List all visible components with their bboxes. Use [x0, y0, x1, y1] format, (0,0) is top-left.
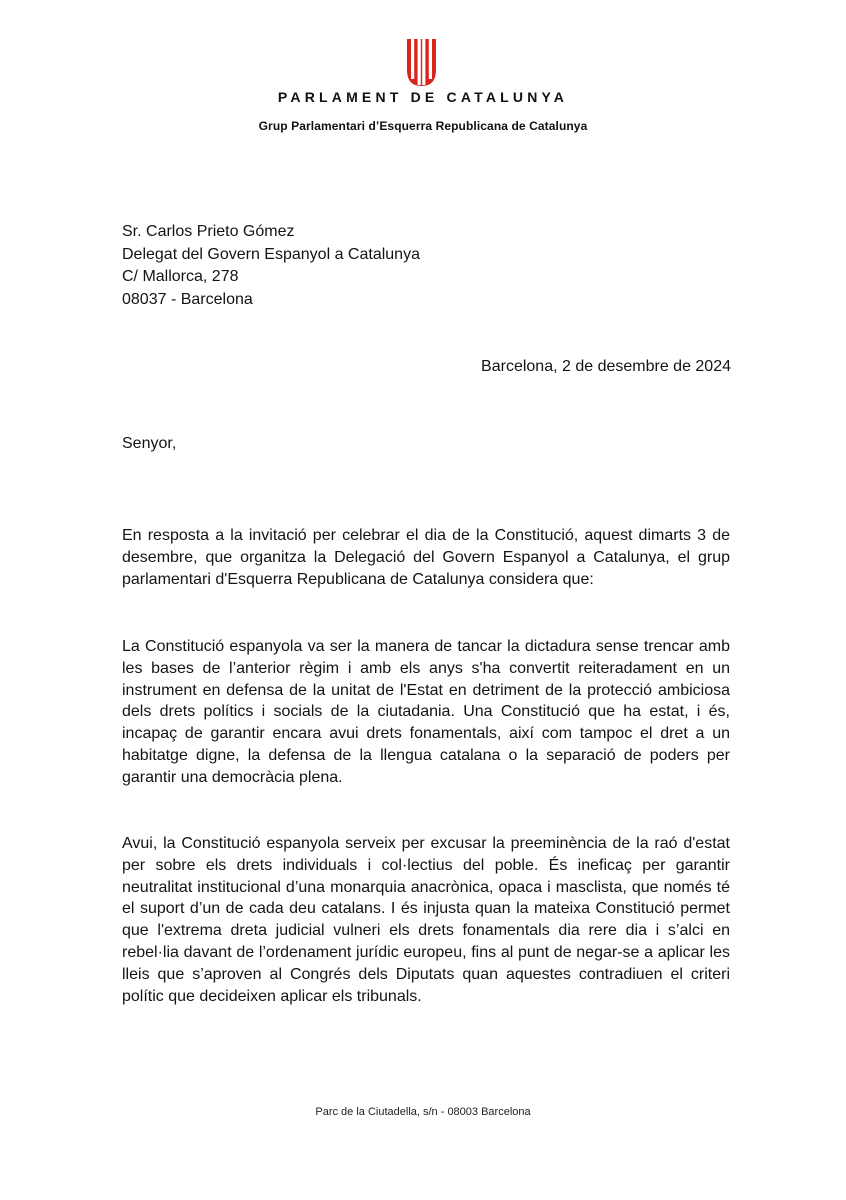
greeting: Senyor,	[122, 435, 177, 452]
recipient-title: Delegat del Govern Espanyol a Catalunya	[122, 245, 420, 263]
letter-date: Barcelona, 2 de desembre de 2024	[481, 358, 731, 375]
parlament-emblem-icon	[406, 38, 437, 87]
recipient-address	[122, 221, 420, 311]
body-paragraph: La Constitució espanyola va ser la manera de tancar la dictadura sense trencar amb les bases de l’anterior règim i amb els anys s'ha convertit reiteradament en un instrument en defensa de la unitat de l'Estat en detriment de la protecció ambiciosa dels drets polítics i socials de la ciutadania. Una Constitució que ha estat, i és, incapaç de garantir encara avui drets fonamentals, així com tampoc el dret a un habitatge digne, la defensa de la llengua catalana o la separació de poders per garantir una democràcia plena.	[122, 638, 730, 786]
parliamentary-group-name: Grup Parlamentari d’Esquerra Republicana de Catalunya	[258, 119, 588, 133]
recipient-street: C/ Mallorca, 278	[122, 268, 239, 285]
recipient-name: Sr. Carlos Prieto Gómez	[122, 223, 295, 240]
recipient-city: 08037 - Barcelona	[122, 290, 253, 308]
body-paragraph: Avui, la Constitució espanyola serveix per excusar la preeminència de la raó d'estat per sobre els drets individuals i col·lectius del poble. És ineficaç per garantir neutralitat institucional d’una monarquia anacrònica, opaca i masclista, que només té el suport d’un de cada deu catalans. I és injusta quan la mateixa Constitució permet que l'extrema dreta judicial vulneri els drets fonamentals dia rere dia i s’alci en rebel·lia davant de l’ordenament jurídic europeu, fins al punt de negar-se a aplicar les lleis que s’aproven al Congrés dels Diputats quan aquestes contradiuen el criteri polític que decideixen aplicar els tribunals.	[122, 835, 730, 1005]
institution-name: PARLAMENT DE CATALUNYA	[277, 89, 569, 105]
footer-address: Parc de la Ciutadella, s/n - 08003 Barcelona	[315, 1106, 531, 1118]
body-paragraph: En resposta a la invitació per celebrar el dia de la Constitució, aquest dimarts 3 de desembre, que organitza la Delegació del Govern Espanyol a Catalunya, el grup parlamentari d'Esquerra Republicana de Catalunya considera que:	[122, 527, 730, 588]
